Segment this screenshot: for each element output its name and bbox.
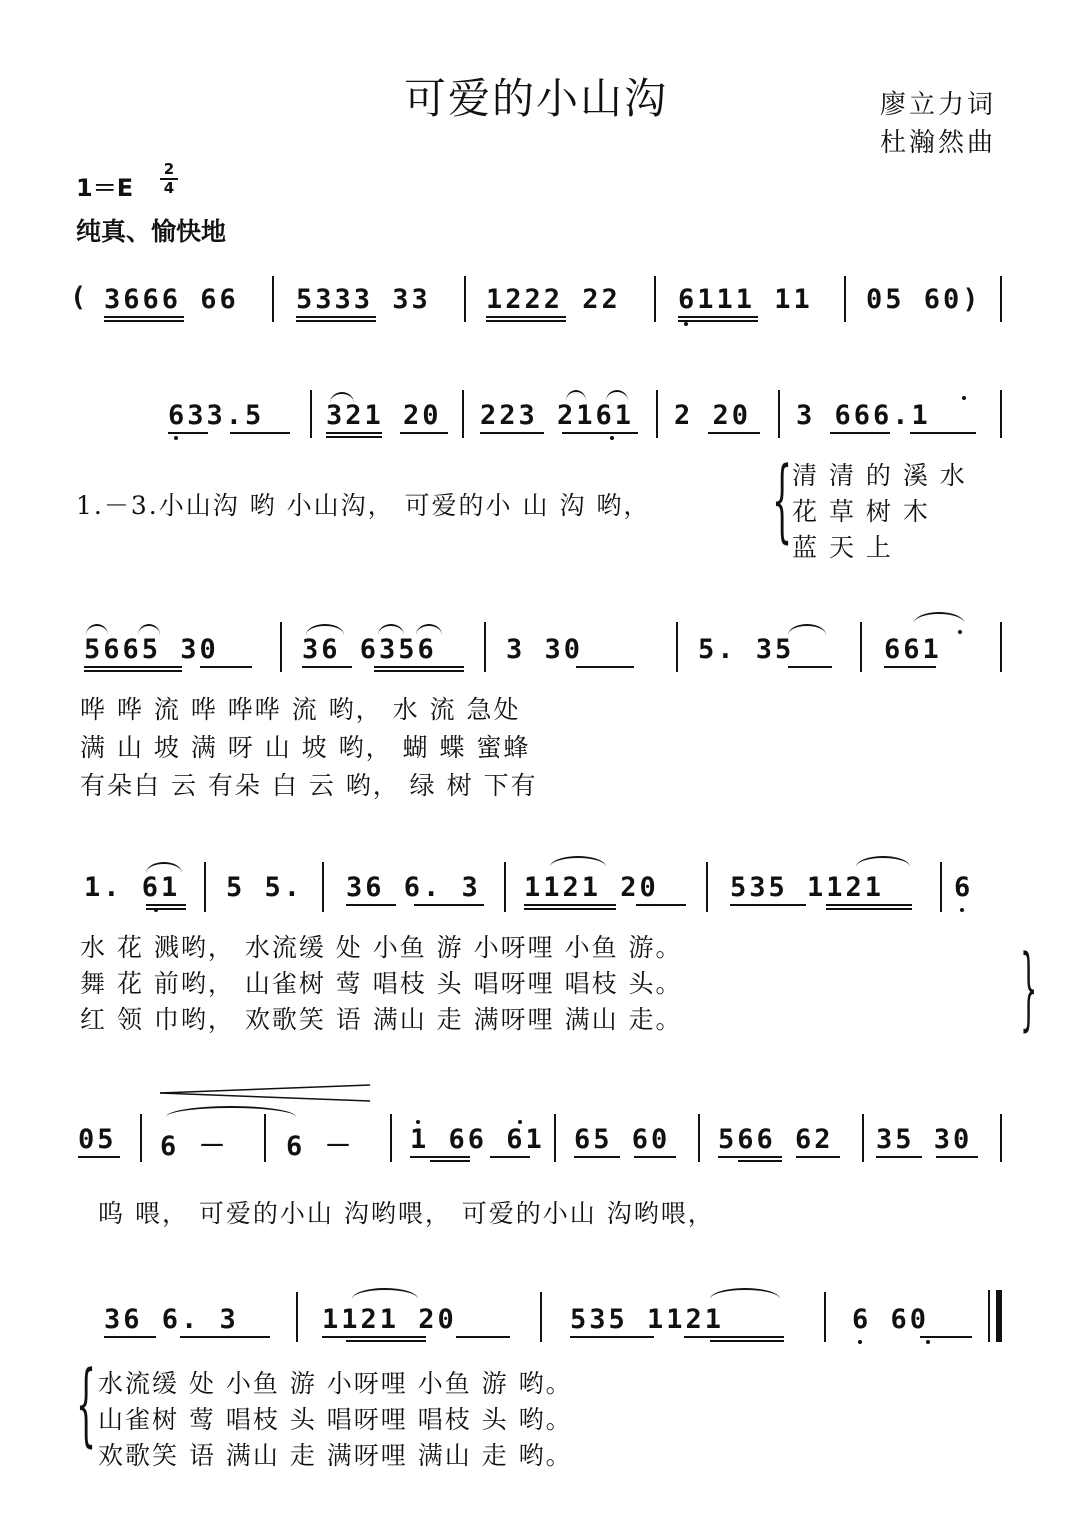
final-barline-thick bbox=[996, 1290, 1002, 1342]
beam-line bbox=[570, 1336, 654, 1338]
lyric-verse-2: 舞 花 前哟， 山雀树 莺 唱枝 头 唱呀哩 唱枝 头。 bbox=[80, 969, 683, 998]
beam-line bbox=[78, 1156, 120, 1158]
low-octave-dot bbox=[858, 1340, 862, 1344]
beam-line bbox=[920, 1336, 972, 1338]
measure-1: 3666 66 bbox=[104, 284, 239, 315]
beam-line bbox=[430, 1160, 470, 1162]
measure-17: 5 5. bbox=[226, 872, 304, 903]
beam-line bbox=[104, 1336, 156, 1338]
measure-9: 2 20 bbox=[674, 400, 752, 431]
song-title: 可爱的小山沟 bbox=[403, 74, 668, 123]
barline bbox=[554, 1114, 556, 1162]
measure-12: 36 6356 bbox=[302, 634, 437, 665]
lyric-verse-1: 水 花 溅哟， 水流缓 处 小鱼 游 小呀哩 小鱼 游。 bbox=[80, 933, 683, 962]
lyric-line: 1.－3.小山沟 哟 小山沟， 可爱的小 山 沟 哟， bbox=[76, 491, 651, 520]
lyric-verse-3: 红 领 巾哟， 欢歌笑 语 满山 走 满呀哩 满山 走。 bbox=[80, 1005, 683, 1034]
barline bbox=[296, 1292, 298, 1342]
lyric-verse-1: 水流缓 处 小鱼 游 小呀哩 小鱼 游 哟。 bbox=[98, 1369, 573, 1398]
barline bbox=[140, 1114, 142, 1162]
lyric-verse-3: 蓝 天 上 bbox=[792, 533, 893, 562]
brace: { bbox=[772, 448, 793, 553]
barline bbox=[540, 1292, 542, 1342]
high-octave-dot bbox=[518, 1120, 522, 1124]
measure-30: 1121 20 bbox=[322, 1304, 457, 1335]
lyric-verse-3: 有朵白 云 有朵 白 云 哟， 绿 树 下有 bbox=[80, 771, 538, 800]
measure-22: 05 bbox=[78, 1124, 117, 1155]
beam-line bbox=[634, 1156, 676, 1158]
beam-line bbox=[876, 1156, 922, 1158]
brace: { bbox=[76, 1352, 97, 1457]
measure-14: 5. 35 bbox=[698, 634, 795, 665]
measure-18: 36 6. 3 bbox=[346, 872, 481, 903]
measure-31: 535 1121 bbox=[570, 1304, 725, 1335]
barline bbox=[390, 1114, 392, 1162]
open-paren: ( bbox=[70, 282, 90, 313]
measure-10: 3 666.1 bbox=[796, 400, 931, 431]
final-barline-thin bbox=[988, 1290, 990, 1342]
beam-line bbox=[322, 1336, 426, 1338]
measure-11: 5665 30 bbox=[84, 634, 219, 665]
lyric-verse-2: 山雀树 莺 唱枝 头 唱呀哩 唱枝 头 哟。 bbox=[98, 1405, 573, 1434]
lyric-verse-2: 满 山 坡 满 呀 山 坡 哟， 蝴 蝶 蜜蜂 bbox=[80, 733, 531, 762]
barline bbox=[264, 1114, 266, 1162]
measure-6: 633.5 bbox=[168, 400, 265, 431]
measure-32: 6 60 bbox=[852, 1304, 930, 1335]
measure-27: 566 62 bbox=[718, 1124, 834, 1155]
beam-line bbox=[718, 1156, 782, 1158]
measure-29: 36 6. 3 bbox=[104, 1304, 239, 1335]
measure-3: 1222 22 bbox=[486, 284, 621, 315]
measure-7: 321 20 bbox=[326, 400, 442, 431]
composer-credit: 杜瀚然曲 bbox=[880, 128, 997, 158]
beam-line bbox=[710, 1340, 784, 1342]
high-octave-dot bbox=[416, 1120, 420, 1124]
beam-line bbox=[796, 1156, 840, 1158]
measure-25: 1 66 61 bbox=[410, 1124, 545, 1155]
measure-2: 5333 33 bbox=[296, 284, 431, 315]
beam-line bbox=[936, 1156, 978, 1158]
measure-15: 661 bbox=[884, 634, 942, 665]
lyric-line: 呜 喂， 可爱的小山 沟哟喂， 可爱的小山 沟哟喂， bbox=[98, 1199, 715, 1228]
meter-bottom: 4 bbox=[163, 179, 175, 197]
measure-21: 6 bbox=[954, 872, 974, 903]
beam-line bbox=[180, 1336, 270, 1338]
lyric-verse-1: 清 清 的 溪 水 bbox=[792, 461, 967, 490]
measure-4: 6111 11 bbox=[678, 284, 813, 315]
measure-24: 6 － bbox=[286, 1131, 355, 1162]
beam-line bbox=[684, 1336, 784, 1338]
measure-26: 65 60 bbox=[574, 1124, 671, 1155]
barline bbox=[824, 1292, 826, 1342]
measure-13: 3 30 bbox=[506, 634, 584, 665]
measure-8: 223 2161 bbox=[480, 400, 635, 431]
barline bbox=[862, 1114, 864, 1162]
low-octave-dot bbox=[926, 1340, 930, 1344]
lyric-verse-2: 花 草 树 木 bbox=[792, 497, 930, 526]
beam-line bbox=[738, 1160, 782, 1162]
measure-19: 1121 20 bbox=[524, 872, 659, 903]
lyricist-credit: 廖立力词 bbox=[880, 90, 997, 120]
meter-top: 2 bbox=[163, 160, 175, 178]
beam-line bbox=[410, 1156, 470, 1158]
lyric-verse-3: 欢歌笑 语 满山 走 满呀哩 满山 走 哟。 bbox=[98, 1441, 573, 1470]
tempo-marking: 纯真、愉快地 bbox=[76, 217, 227, 246]
beam-line bbox=[346, 1340, 426, 1342]
lyric-verse-1: 哗 哗 流 哗 哗哗 流 哟， 水 流 急处 bbox=[80, 695, 521, 724]
brace: { bbox=[1020, 936, 1038, 1041]
measure-23: 6 － bbox=[160, 1131, 229, 1162]
barline bbox=[1000, 1114, 1002, 1162]
beam-line bbox=[574, 1156, 620, 1158]
measure-5: 05 60) bbox=[866, 284, 982, 315]
measure-20: 535 1121 bbox=[730, 872, 885, 903]
key-signature: 1＝E bbox=[76, 174, 134, 202]
barline bbox=[698, 1114, 700, 1162]
measure-28: 35 30 bbox=[876, 1124, 973, 1155]
beam-line bbox=[456, 1336, 510, 1338]
measure-16: 1. 61 bbox=[84, 872, 181, 903]
beam-line bbox=[490, 1156, 530, 1158]
